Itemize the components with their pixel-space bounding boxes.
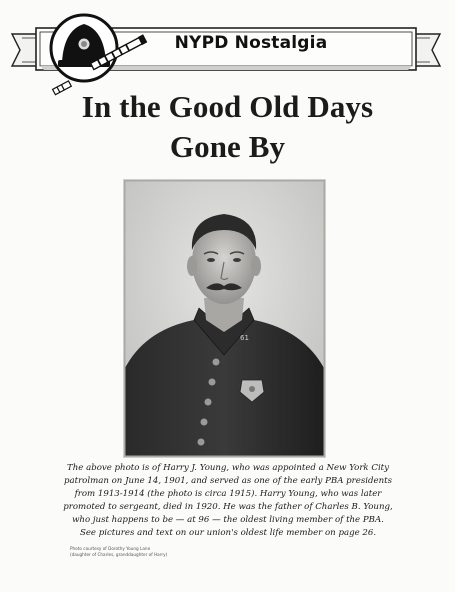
patrolman-portrait-image <box>124 180 325 457</box>
caption-line: from 1913-1914 (the photo is circa 1915). Harry Young, who was later <box>74 489 382 500</box>
credit-line: Photo courtesy of Dorothy Young Lane <box>70 546 151 551</box>
headline-line-1: In the Good Old Days <box>81 89 374 124</box>
headline-line-2: Gone By <box>169 129 286 164</box>
photo-caption <box>58 462 398 541</box>
caption-line: The above photo is of Harry J. Young, who was appointed a New York City <box>67 463 389 473</box>
caption-line: See pictures and text on our union's oldest life member on page 26. <box>79 528 377 539</box>
credit-line: (daughter of Charles, granddaughter of Harry) <box>70 552 168 557</box>
caption-line: patrolman on June 14, 1901, and served as one of the early PBA presidents <box>63 476 393 487</box>
banner-title: NYPD Nostalgia <box>174 33 328 53</box>
collar-number: 61 <box>240 334 249 342</box>
photo-credit <box>70 546 230 558</box>
caption-line: who just happens to be — at 96 — the oldest living member of the PBA. <box>72 515 384 526</box>
portrait-photo <box>124 180 325 457</box>
caption-line: promoted to sergeant, died in 1920. He was the father of Charles B. Young, <box>63 502 393 513</box>
